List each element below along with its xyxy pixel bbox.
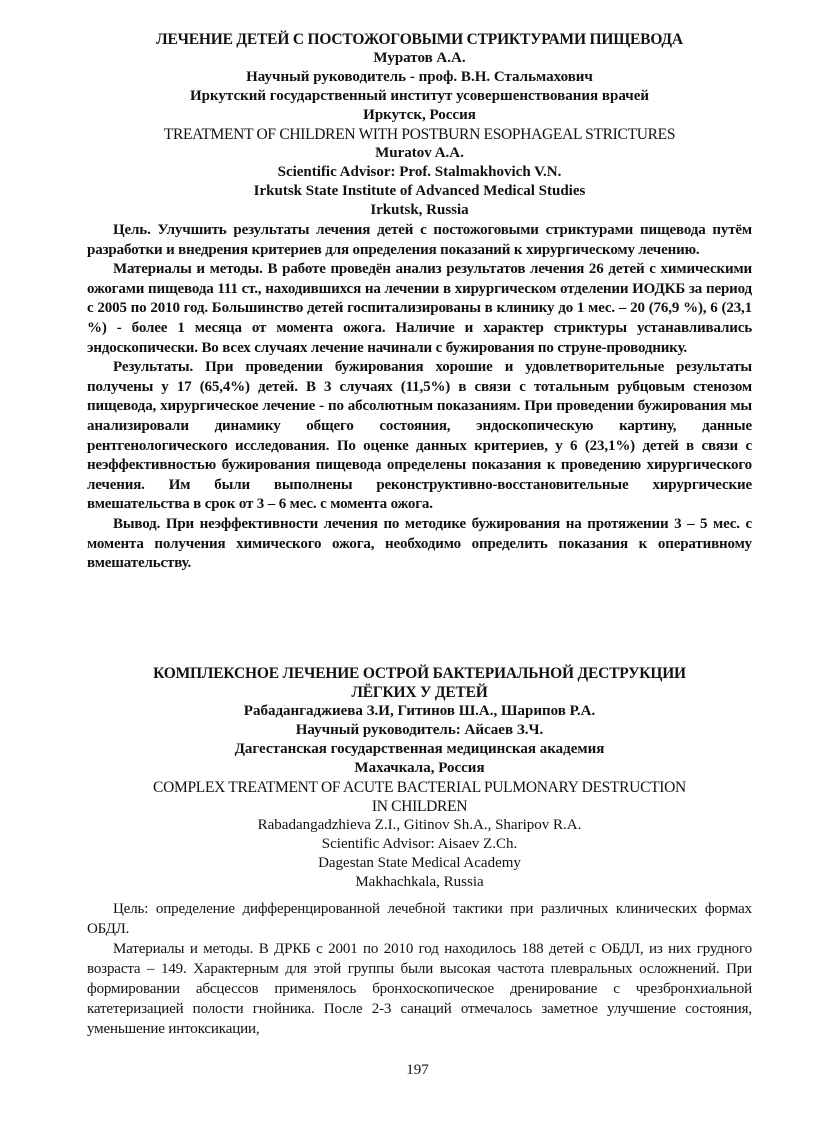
article1-paragraph: Вывод. При неэффективности лечения по методике бужирования на протяжении 3 – 5 мес. с момента получения химического ожога, необходимо определить показания к оперативному вмешательству. (87, 515, 752, 572)
article2-body (87, 899, 752, 1039)
article1-advisor-en: Scientific Advisor: Prof. Stalmakhovich V.N. (277, 164, 562, 180)
article2-city-en: Makhachkala, Russia (355, 874, 484, 890)
article1-institution-en: Irkutsk State Institute of Advanced Medical Studies (253, 183, 586, 199)
page-number: 197 (406, 1062, 429, 1078)
article2-city-ru: Махачкала, Россия (354, 760, 485, 776)
article1-header (87, 30, 752, 220)
article1-title-en: TREATMENT OF CHILDREN WITH POSTBURN ESOPHAGEAL STRICTURES (163, 126, 676, 143)
article1-author-en: Muratov A.A. (375, 145, 464, 161)
article2-paragraph: Материалы и методы. В ДРКБ с 2001 по 2010 год находилось 188 детей с ОБДЛ, из них грудного возраста – 149. Характерным для этой группы были высокая частота плевральных осложнений. При формировании абсцессов применялось бронхоскопическое дренирование с чрезбронхиальной катетеризацией полости гнойника. После 2-3 санаций отмечалось заметное улучшение состояния, уменьшение интоксикации, (87, 941, 752, 1037)
article1-paragraph: Цель. Улучшить результаты лечения детей с постожоговыми стриктурами пищевода путём разработки и внедрения критериев для определения показаний к хирургическому лечению. (87, 222, 752, 258)
article2-authors-ru: Рабадангаджиева З.И, Гитинов Ш.А., Шарипов Р.А. (243, 703, 596, 719)
article1-paragraph: Материалы и методы. В работе проведён анализ результатов лечения 26 детей с химическими ожогами пищевода 111 ст., находившихся на лечении в хирургическом отделении ИОДКБ за период с 2005 по 2010 год. Большинство детей госпитализированы в клинику до 1 мес. – 20 (76,9 %), 6 (23,1 %) - более 1 месяца от момента ожога. Наличие и характер стриктуры устанавливались эндоскопически. Во всех случаях лечение начинали с бужирования по струне-проводнику. (87, 261, 752, 356)
article2-authors-en: Rabadangadzhieva Z.I., Gitinov Sh.A., Sharipov R.A. (257, 817, 582, 833)
article2-title-en-line2: IN CHILDREN (371, 798, 468, 815)
article2-title-ru-line2: ЛЁГКИХ У ДЕТЕЙ (351, 684, 488, 701)
article2-advisor-ru: Научный руководитель: Айсаев З.Ч. (295, 722, 544, 738)
article1-institution-ru: Иркутский государственный институт усовершенствования врачей (189, 88, 650, 104)
article1-city-en: Irkutsk, Russia (370, 202, 469, 218)
article1-paragraph: Результаты. При проведении бужирования хорошие и удовлетворительные результаты получены у 17 (65,4%) детей. В 3 случаях (11,5%) в связи с тотальным рубцовым стенозом пищевода, хирургическое лечение - по абсолютным показаниям. При проведении бужирования мы анализировали динамику общего состояния, эндоскопическую картину, данные рентгенологического исследования. По оценке данных критериев, у 6 (23,1%) детей в связи с неэффективностью бужирования пищевода определены показания к проведению хирургического лечения. Им были выполнены реконструктивно-восстановительные хирургические вмешательства в срок от 3 – 6 мес. с момента ожога. (87, 359, 752, 513)
article1-city-ru: Иркутск, Россия (363, 107, 476, 123)
article2-advisor-en: Scientific Advisor: Aisaev Z.Ch. (321, 836, 518, 852)
article2-paragraph: Цель: определение дифференцированной лечебной тактики при различных клинических формах ОБДЛ. (87, 901, 752, 937)
article1-body (87, 221, 752, 574)
article2-institution-ru: Дагестанская государственная медицинская академия (234, 741, 605, 757)
article2-institution-en: Dagestan State Medical Academy (318, 855, 521, 871)
article1-title-ru: ЛЕЧЕНИЕ ДЕТЕЙ С ПОСТОЖОГОВЫМИ СТРИКТУРАМИ ПИЩЕВОДА (156, 31, 683, 48)
article2-header (87, 664, 752, 892)
article1-advisor-ru: Научный руководитель - проф. В.Н. Стальмахович (246, 69, 593, 85)
article2-title-en-line1: COMPLEX TREATMENT OF ACUTE BACTERIAL PULMONARY DESTRUCTION (153, 779, 686, 796)
article1-author-ru: Муратов А.А. (373, 50, 466, 66)
article2-title-ru-line1: КОМПЛЕКСНОЕ ЛЕЧЕНИЕ ОСТРОЙ БАКТЕРИАЛЬНОЙ ДЕСТРУКЦИИ (153, 665, 686, 682)
